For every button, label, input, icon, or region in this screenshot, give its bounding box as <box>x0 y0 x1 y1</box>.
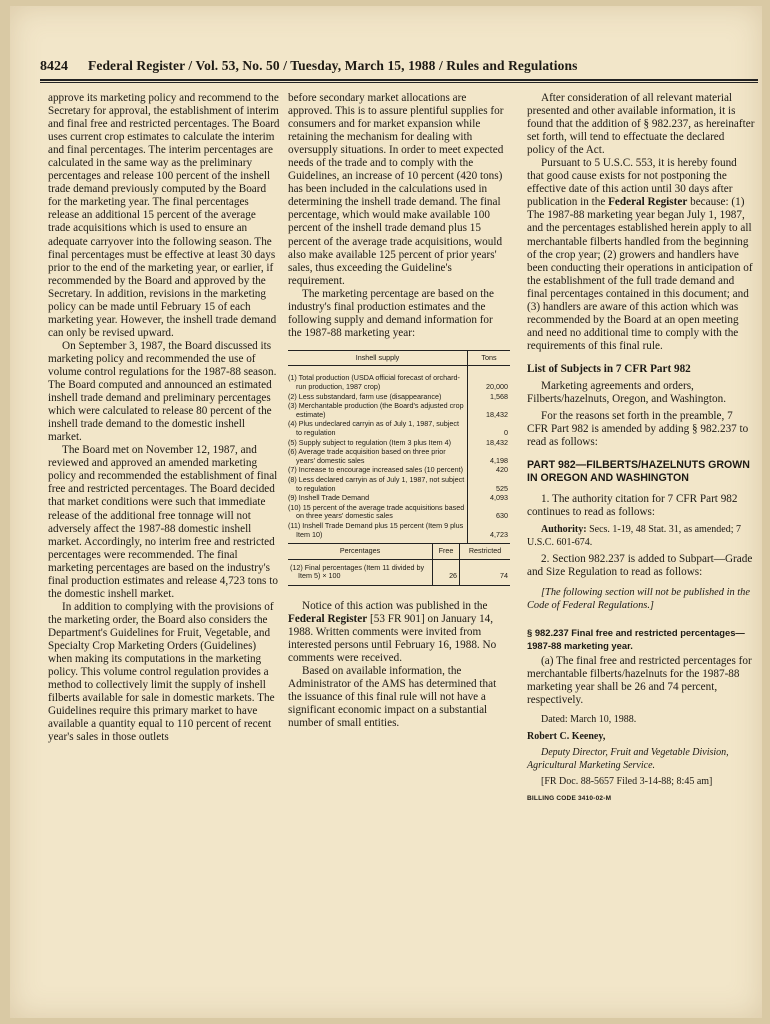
row-value: 4,093 <box>490 493 508 503</box>
table-row <box>288 465 510 475</box>
table-row <box>288 521 510 543</box>
table-row <box>288 366 510 392</box>
row-value: 1,568 <box>490 391 508 401</box>
row-label: (5) Supply subject to regulation (Item 3 plus Item 4) <box>288 438 468 448</box>
paragraph: On September 3, 1987, the Board discussed its marketing policy and recommended the use of volume control regulations for the 1987-88 season. The Board computed and announced an estimated inshell trade demand and preliminary percentages which were calculated to release 80 percent of the inshell trade demand to the domestic inshell market. <box>48 339 277 444</box>
row-value: 18,432 <box>486 437 508 447</box>
paragraph: The marketing percentage are based on the industry's final production estimates and the following supply and demand information for the 1987-88 marketing year: <box>288 287 494 339</box>
row-value: 525 <box>496 483 508 493</box>
section-heading: § 982.237 Final free and restricted percentages—1987-88 marketing year. <box>527 626 745 651</box>
running-title: Federal Register / Vol. 53, No. 50 / Tuesday, March 15, 1988 / Rules and Regulations <box>88 58 578 73</box>
column-1 <box>48 92 280 744</box>
row-label: (2) Less substandard, farm use (disappearance) <box>288 392 468 402</box>
row-label: (11) Inshell Trade Demand plus 15 percent (Item 9 plus Item 10) <box>288 521 468 543</box>
row-label: (1) Total production (USDA official forecast of orchard-run production, 1987 crop) <box>288 366 468 392</box>
row-label: (7) Increase to encourage increased sales (10 percent) <box>288 465 468 475</box>
paragraph: After consideration of all relevant material presented and other available information, it is found that the addition of § 982.237, as hereinafter set forth, will tend to effectuate the declared policy of the Act. <box>527 92 755 157</box>
part-heading: PART 982—FILBERTS/HAZELNUTS GROWN IN OREGON AND WASHINGTON <box>527 459 750 485</box>
table-row <box>288 475 510 493</box>
paragraph: approve its marketing policy and recommend to the Secretary for approval, the establishment of interim and final free and restricted percentages. The Board uses current crop estimates to calculate the interim and final percentages. The interim percentages are calculated in the same way as the preliminary percentages and release 100 percent of the inshell trade demand previously computed by the Board for the marketing year. The final percentages release an additional 15 percent of the average trade acquisitions which is used to ensure an adequate carryover into the following season. The final percentages must be effective at least 30 days prior to the end of the marketing year, or earlier, if recommended by the Board and approved by the Secretary. In addition, revisions in the marketing policy can be made until February 15 of each marketing year. However, the inshell trade demand can only be revised upward. <box>48 92 280 339</box>
paragraph: (a) The final free and restricted percentages for merchantable filberts/hazelnuts for the 1987-88 marketing year shall be 26 and 74 percent, respectively. <box>527 654 752 706</box>
pct-header-label: Percentages <box>288 544 433 560</box>
paragraph: Marketing agreements and orders, Filberts/hazelnuts, Oregon, and Washington. <box>527 379 726 406</box>
pct-row-label: (12) Final percentages (Item 11 divided by Item 5) × 100 <box>288 559 433 585</box>
editorial-note: [The following section will not be published in the Code of Federal Regulations.] <box>527 586 750 611</box>
paragraph: Notice of this action was published in the Federal Register [53 FR 901] on January 14, 1988. Written comments were invited from interested persons until February 16, 1988. No comments were received. <box>288 599 497 665</box>
row-label: (4) Plus undeclared carryin as of July 1, 1987, subject to regulation <box>288 419 468 437</box>
paragraph: before secondary market allocations are approved. This is to assure plentiful supplies for consumers and for market expansion while retaining the mechanism for dealing with oversupply situations. In order to meet expected needs of the trade and to comply with the Guidelines, an increase of 10 percent (420 tons) has been included in the calculations used in determining the inshell trade demand. The final percentage, which would make available 100 percent of the inshell trade demand plus 15 percent of the average trade acquisitions, would also make available 125 percent of prior years' sales, thus exceeding the Guideline's requirement. <box>288 92 504 287</box>
paragraph: In addition to complying with the provisions of the marketing order, the Board also considers the Department's Guidelines for Fruit, Vegetable, and Specialty Crop Marketing Orders (Guidelines) when making its computations in the marketing policy. This volume control regulation provides a method to collectively limit the supply of inshell filberts available for sale in domestic markets. The Guidelines require this primary market to have available a quantity equal to 110 percent of recent year's sales in those outlets <box>48 600 275 744</box>
page-number: 8424 <box>40 59 68 74</box>
paragraph: 2. Section 982.237 is added to Subpart—Grade and Size Regulation to read as follows: <box>527 553 753 579</box>
row-label: (10) 15 percent of the average trade acquisitions based on three years' domestic sales <box>288 503 468 521</box>
billing-code: BILLING CODE 3410-02-M <box>527 795 612 803</box>
table-row <box>288 503 510 521</box>
row-label: (8) Less declared carryin as of July 1, 1987, not subject to regulation <box>288 475 468 493</box>
pct-header-free: Free <box>433 544 460 560</box>
paragraph: Pursuant to 5 U.S.C. 553, it is hereby found that good cause exists for not postponing the effective date of this action until 30 days after publication in the Federal Register because: (1) The 1987-88 marketing year began July 1, 1987, and the percentages established herein apply to all merchantable filberts handled from the beginning of the crop year; (2) growers and handlers have been conducting their operations in anticipation of the establishment of the full trade demand and final percentages contained in this document; and (3) handlers are aware of this action which was recommended by the Board at an open meeting and need no additional time to comply with the requirements of this final rule. <box>527 157 753 352</box>
row-label: (9) Inshell Trade Demand <box>288 493 468 503</box>
page-header <box>40 58 756 78</box>
row-label: (6) Average trade acquisition based on three prior years' domestic sales <box>288 447 468 465</box>
header-rule <box>40 79 758 83</box>
signer-name: Robert C. Keeney, <box>527 730 606 742</box>
table-row <box>288 493 510 503</box>
column-3 <box>527 92 755 805</box>
paragraph: For the reasons set forth in the preamble, 7 CFR Part 982 is amended by adding § 982.237 to read as follows: <box>527 410 749 449</box>
paragraph: Based on available information, the Administrator of the AMS has determined that the issuance of this final rule will not have a significant economic impact on a substantial number of small entities. <box>288 665 497 730</box>
row-value: 18,432 <box>486 409 508 419</box>
column-2 <box>288 92 508 730</box>
subjects-heading: List of Subjects in 7 CFR Part 982 <box>527 362 691 375</box>
column-header-item: Inshell supply <box>288 350 468 366</box>
dated-line: Dated: March 10, 1988. <box>541 713 637 725</box>
row-value: 4,723 <box>490 529 508 539</box>
paragraph: 1. The authority citation for 7 CFR Part 982 continues to read as follows: <box>527 493 738 519</box>
table-row <box>288 401 510 419</box>
table-row <box>288 559 510 585</box>
fr-doc-line: [FR Doc. 88-5657 Filed 3-14-88; 8:45 am] <box>541 776 713 788</box>
table-row <box>288 392 510 402</box>
paragraph: The Board met on November 12, 1987, and reviewed and approved an amended marketing policy and recommended the establishment of final free and restricted percentages. The Board decided that market conditions were such that immediate release of the additional free tonnage will not adversely affect the 1987-88 domestic inshell market. Accordingly, no interim free and restricted percentages were recommended. The final marketing percentages are based on the industry's final production estimates and release 4,723 tons to the domestic inshell market. <box>48 444 278 600</box>
row-value: 630 <box>496 511 508 521</box>
pct-row-restricted: 74 <box>460 559 510 585</box>
authority-citation: Authority: Secs. 1-19, 48 Stat. 31, as amended; 7 U.S.C. 601-674. <box>527 524 741 549</box>
table-row <box>288 438 510 448</box>
row-value: 4,198 <box>490 455 508 465</box>
column-header-tons: Tons <box>468 350 511 366</box>
row-value: 420 <box>496 465 508 475</box>
pct-header-restricted: Restricted <box>460 544 510 560</box>
row-label: (3) Merchantable production (the Board's adjusted crop estimate) <box>288 401 468 419</box>
row-value: 0 <box>504 428 508 438</box>
table-row <box>288 447 510 465</box>
table-row <box>288 419 510 437</box>
percentages-table <box>288 543 510 586</box>
supply-demand-table <box>288 350 510 543</box>
pct-row-free: 26 <box>433 559 460 585</box>
signer-title: Deputy Director, Fruit and Vegetable Division, Agricultural Marketing Service. <box>527 746 729 772</box>
row-value: 20,000 <box>486 382 508 392</box>
